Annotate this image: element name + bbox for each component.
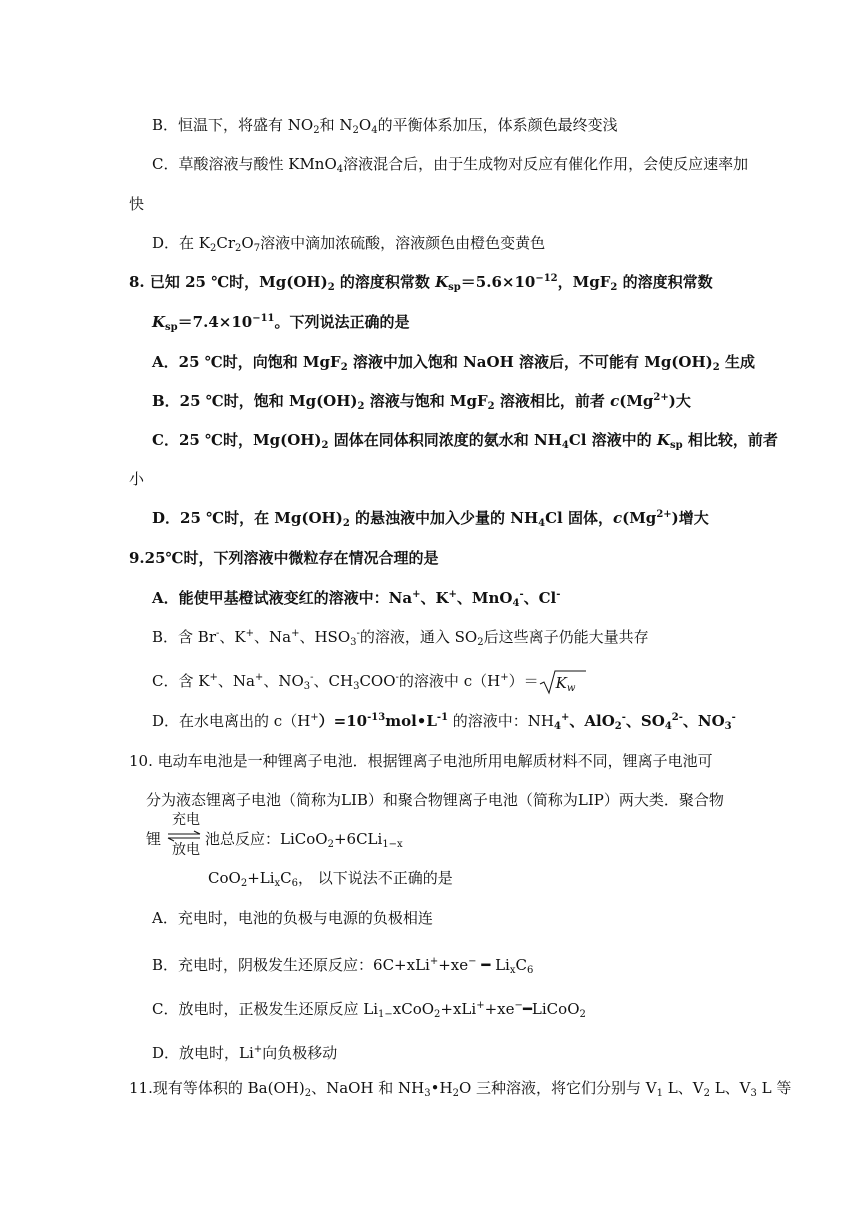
q8-option-a	[152, 352, 755, 372]
text: L 等	[756, 1079, 792, 1097]
superscript: −12	[535, 273, 558, 284]
text: C．草酸溶液与酸性 KMnO	[152, 155, 337, 173]
symbol-c: c	[612, 509, 623, 527]
text: 、Na	[254, 628, 292, 646]
subscript: 2	[579, 1009, 586, 1020]
subscript: sp	[448, 282, 461, 293]
text: 、CH	[313, 672, 354, 690]
text: COO	[359, 672, 396, 690]
text: 快	[129, 195, 145, 213]
text: ，MgF	[557, 273, 611, 291]
text: +6CLi	[333, 830, 383, 848]
q10-stem-line2	[146, 790, 724, 810]
q9-option-b	[152, 627, 649, 647]
text: 、NaOH 和 NH	[311, 1079, 425, 1097]
superscript: -	[356, 628, 360, 639]
text: 、K	[219, 628, 246, 646]
text: ━ Li	[476, 956, 510, 974]
superscript: +	[412, 589, 421, 600]
text: O	[358, 116, 372, 134]
text: C．放电时，正极发生还原反应 Li	[152, 1000, 379, 1018]
text: 、NO	[263, 672, 304, 690]
subscript: 2	[352, 125, 359, 136]
subscript: x	[274, 878, 281, 889]
text: ）＝	[508, 672, 539, 690]
text: D．在 K	[152, 234, 211, 252]
subscript: 4	[371, 125, 378, 136]
text: 、NO	[682, 712, 725, 730]
subscript: 2	[327, 839, 334, 850]
subscript: 2	[434, 1009, 441, 1020]
superscript: −	[468, 956, 477, 967]
text: B．25 ℃时，饱和 Mg(OH)	[152, 392, 358, 410]
superscript: -	[621, 712, 626, 723]
q7-option-b	[152, 115, 618, 135]
superscript: -13	[367, 712, 386, 723]
q9-stem	[129, 548, 439, 568]
text: ━LiCoO	[522, 1000, 580, 1018]
text: +Li	[247, 869, 275, 887]
text: 、MnO	[456, 589, 513, 607]
text: ＝5.6×10	[460, 273, 536, 291]
subscript: sp	[669, 440, 683, 451]
superscript: 2+	[653, 392, 669, 403]
subscript: 1−x	[382, 839, 403, 850]
subscript: 3	[350, 637, 357, 648]
text: 、Cl	[523, 589, 557, 607]
text: 、HSO	[299, 628, 351, 646]
subscript: 3	[424, 1088, 431, 1099]
superscript: +	[253, 1044, 263, 1055]
text: A．充电时，电池的负极与电源的负极相连	[152, 909, 433, 927]
subscript: w	[566, 683, 576, 694]
text: 和 N	[319, 116, 353, 134]
subscript: 1−	[378, 1009, 393, 1020]
subscript: 2	[610, 282, 618, 293]
superscript: -	[556, 589, 561, 600]
text: L、V	[709, 1079, 751, 1097]
text: 8. 已知 25 ℃时，Mg(OH)	[129, 273, 328, 291]
superscript: −	[514, 1000, 523, 1011]
text: A．能使甲基橙试液变红的溶液中：Na	[152, 589, 413, 607]
subscript: 3	[724, 721, 732, 732]
subscript: 2	[342, 518, 350, 529]
superscript: +	[209, 672, 218, 683]
q8-option-c	[152, 430, 778, 450]
superscript: +	[500, 672, 509, 683]
superscript: 2+	[656, 509, 672, 520]
text: 9.25℃时，下列溶液中微粒存在情况合理的是	[129, 549, 439, 567]
subscript: 2	[452, 1088, 459, 1099]
text: CoO	[208, 869, 241, 887]
text: 的溶度积常数	[334, 273, 436, 291]
symbol-c: c	[610, 392, 620, 410]
charge-label: 充电	[172, 812, 200, 828]
superscript: +	[448, 589, 457, 600]
superscript: +	[476, 1000, 485, 1011]
text: 10. 电动车电池是一种锂离子电池．根据锂离子电池所用电解质材料不同，锂离子电池可	[129, 752, 713, 770]
text: Cl 溶液中的	[568, 431, 657, 449]
text: 溶液相比，前者	[494, 392, 611, 410]
subscript: 3	[750, 1088, 757, 1099]
superscript: -	[395, 672, 399, 683]
symbol-k: K	[152, 313, 166, 331]
subscript: 4	[538, 518, 546, 529]
text: D．25 ℃时，在 Mg(OH)	[152, 509, 343, 527]
text: 锂	[146, 830, 162, 848]
superscript: -	[216, 628, 220, 639]
superscript: -	[519, 589, 524, 600]
subscript: 2	[321, 440, 329, 451]
text: L、V	[663, 1079, 704, 1097]
superscript: -1	[436, 712, 449, 723]
text: 小	[129, 470, 145, 488]
q10-stem-line4	[208, 868, 453, 888]
text: (Mg	[622, 509, 657, 527]
text: )大	[668, 392, 691, 410]
superscript: -	[310, 672, 314, 683]
q7-option-c-continued	[129, 194, 144, 214]
superscript: +	[429, 956, 439, 967]
text: 池总反应：LiCoO	[205, 830, 328, 848]
text: Cl 固体，	[545, 509, 613, 527]
subscript: 4	[554, 721, 561, 732]
superscript: +	[245, 628, 254, 639]
text: 、AlO	[569, 712, 615, 730]
text: D．放电时，Li	[152, 1044, 254, 1062]
q8-stem-continued	[152, 312, 410, 332]
subscript: 3	[303, 681, 311, 692]
text: (Mg	[619, 392, 654, 410]
q10-option-b	[152, 955, 533, 975]
text: +xe	[484, 1000, 515, 1018]
text: C．含 K	[152, 672, 210, 690]
q8-stem	[129, 272, 713, 292]
symbol-k: K	[555, 674, 567, 692]
subscript: 2	[487, 401, 495, 412]
subscript: 2	[614, 721, 622, 732]
text: C	[515, 956, 527, 974]
symbol-k: K	[656, 431, 670, 449]
text: 的溶液中：NH	[448, 712, 555, 730]
subscript: 7	[253, 243, 261, 254]
q9-option-a	[152, 588, 560, 608]
q8-option-b	[152, 391, 691, 411]
subscript: 2	[240, 878, 248, 889]
q9-option-c	[152, 669, 587, 695]
superscript: -	[731, 712, 736, 723]
text: 的悬浊液中加入少量的 NH	[349, 509, 539, 527]
subscript: 2	[712, 362, 720, 373]
text: 后这些离子仍能大量共存	[483, 628, 649, 646]
subscript: 6	[526, 965, 534, 976]
subscript: 4	[561, 440, 569, 451]
superscript: +	[560, 712, 570, 723]
text: )增大	[671, 509, 709, 527]
subscript: 2	[340, 362, 348, 373]
text: C．25 ℃时，Mg(OH)	[152, 431, 322, 449]
text: 溶液与饱和 MgF	[364, 392, 488, 410]
text: 11.现有等体积的 Ba(OH)	[129, 1079, 305, 1097]
symbol-k: K	[435, 273, 449, 291]
subscript: 4	[336, 164, 344, 175]
subscript: 4	[664, 721, 672, 732]
q10-option-a	[152, 908, 433, 928]
superscript: 2-	[671, 712, 683, 723]
superscript: +	[310, 712, 319, 723]
q8-option-d	[152, 508, 709, 528]
text: B．恒温下，将盛有 NO	[152, 116, 314, 134]
subscript: 2	[235, 243, 242, 254]
text: 生成	[719, 353, 755, 371]
text: Cr	[216, 234, 236, 252]
text: ， 以下说法不正确的是	[298, 869, 453, 887]
text: ）=10	[318, 712, 368, 730]
q10-stem-prefix	[146, 829, 161, 849]
text: 溶液中加入饱和 NaOH 溶液后，不可能有 Mg(OH)	[347, 353, 713, 371]
text: 分为液态锂离子电池（简称为LIB）和聚合物锂离子电池（简称为LIP）两大类．聚合物	[146, 791, 724, 809]
q10-option-d	[152, 1043, 337, 1063]
subscript: 2	[327, 282, 335, 293]
text: A．25 ℃时，向饱和 MgF	[152, 353, 341, 371]
text: B．充电时，阴极发生还原反应：6C+xLi	[152, 956, 430, 974]
text: xCoO	[392, 1000, 435, 1018]
subscript: 6	[291, 878, 299, 889]
q10-stem	[129, 751, 713, 771]
subscript: 3	[353, 681, 360, 692]
subscript: 2	[210, 243, 217, 254]
text: B．含 Br	[152, 628, 216, 646]
text: 、K	[420, 589, 449, 607]
subscript: x	[509, 965, 516, 976]
q7-option-c	[152, 154, 748, 174]
subscript: 2	[357, 401, 365, 412]
text: 的溶度积常数	[617, 273, 713, 291]
superscript: −11	[252, 313, 275, 324]
q7-option-d	[152, 233, 545, 253]
subscript: 2	[703, 1088, 710, 1099]
text: 溶液中滴加浓硫酸，溶液颜色由橙色变黄色	[260, 234, 546, 252]
q8-option-c-continued	[129, 469, 144, 489]
subscript: 4	[512, 598, 520, 609]
text: 相比较，前者	[682, 431, 778, 449]
subscript: 2	[313, 125, 320, 136]
subscript: 1	[656, 1088, 663, 1099]
text: 固体在同体积同浓度的氨水和 NH	[328, 431, 562, 449]
q10-stem-line3	[205, 829, 403, 849]
text: +xLi	[440, 1000, 477, 1018]
text: 、Na	[217, 672, 255, 690]
text: ＝7.4×10	[177, 313, 253, 331]
text: 的平衡体系加压，体系颜色最终变浅	[377, 116, 618, 134]
q9-option-d	[152, 711, 736, 731]
text: 的溶液中 c（H	[398, 672, 501, 690]
text: mol•L	[385, 712, 437, 730]
subscript: 2	[304, 1088, 312, 1099]
square-root-kw	[539, 669, 587, 695]
superscript: +	[291, 628, 300, 639]
text: 、SO	[625, 712, 665, 730]
text: C	[280, 869, 292, 887]
text: 。下列说法正确的是	[274, 313, 410, 331]
text: O	[241, 234, 254, 252]
text: 溶液混合后，由于生成物对反应有催化作用，会使反应速率加	[343, 155, 749, 173]
subscript: sp	[165, 322, 178, 333]
q10-option-c	[152, 999, 586, 1019]
text: D．在水电离出的 c（H	[152, 712, 311, 730]
text: 向负极移动	[262, 1044, 338, 1062]
text: 的溶液，通入 SO	[359, 628, 478, 646]
text: O 三种溶液，将它们分别与 V	[458, 1079, 657, 1097]
q11-stem	[129, 1078, 791, 1098]
text: +xe	[438, 956, 469, 974]
discharge-label: 放电	[172, 842, 200, 858]
superscript: +	[254, 672, 264, 683]
text: •H	[430, 1079, 453, 1097]
subscript: 2	[477, 637, 484, 648]
